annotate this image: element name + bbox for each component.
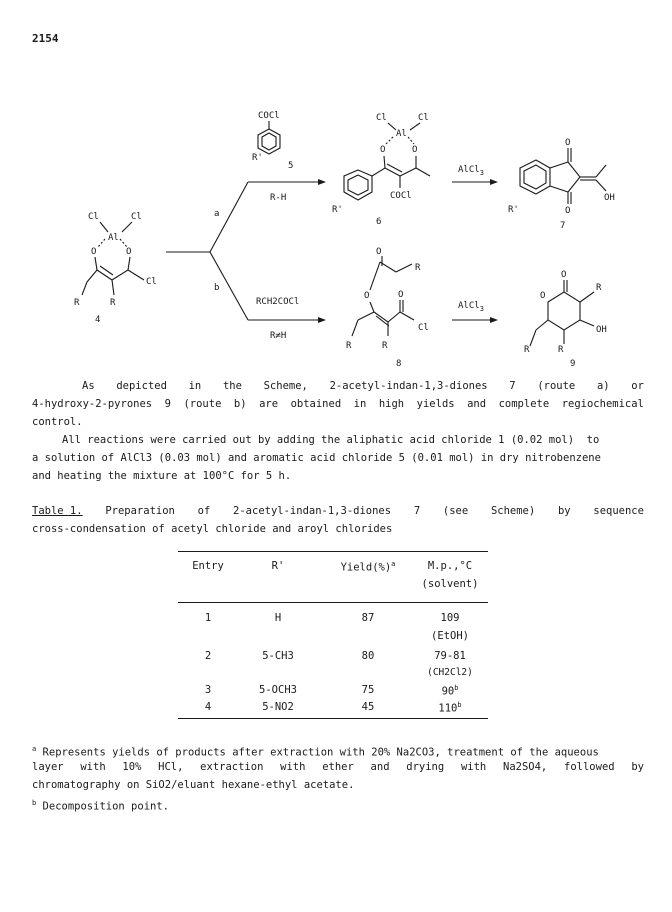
condition-a: R-H	[270, 193, 287, 203]
reagent-alcl3-a: AlCl$_3$	[458, 165, 484, 177]
header-yield: Yield(%)$^a$	[340, 560, 396, 574]
compound-8-r2: R	[382, 341, 388, 351]
compound-8-label: 8	[396, 359, 402, 369]
compound-4-cl: Cl	[146, 277, 157, 287]
compound-5-r: R'	[252, 153, 263, 163]
table-body: 1 H 87 109 (EtOH) 2 5-CH3 80 79-81 (CH2Cl2) 3 5-OCH3 75 90$^b$ 4 5-NO2 45 110$^b$	[204, 612, 473, 715]
svg-text:Al: Al	[396, 129, 407, 139]
paragraph-2-line-1: All reactions were carried out by adding the aliphatic acid chloride 1 (0.02 mol) to	[62, 434, 600, 446]
svg-text:O: O	[561, 270, 567, 280]
page-number: 2154	[32, 32, 59, 45]
svg-text:COCl: COCl	[258, 111, 280, 121]
svg-text:O: O	[565, 138, 571, 148]
compound-7-r: R'	[508, 205, 519, 215]
compound-4-r2: R	[110, 298, 116, 308]
compound-6-r: R'	[332, 205, 343, 215]
paragraph-1-line-1: As depicted in the Scheme, 2-acetyl-indan-1,3-diones 7 (route a) or	[82, 380, 644, 392]
svg-text:O: O	[126, 247, 132, 257]
compound-9-structure	[530, 270, 607, 346]
svg-text:O: O	[380, 145, 386, 155]
header-r: R'	[271, 560, 285, 572]
table-top-rule	[178, 551, 488, 552]
route-b-label: b	[214, 283, 220, 293]
compound-9-label: 9	[570, 359, 576, 369]
condition-b-note: R≠H	[270, 331, 287, 341]
compound-7-label: 7	[560, 221, 566, 231]
svg-text:O: O	[91, 247, 97, 257]
svg-text:COCl: COCl	[390, 191, 412, 201]
svg-text:Cl: Cl	[418, 323, 429, 333]
svg-text:O: O	[398, 290, 404, 300]
svg-text:O: O	[412, 145, 418, 155]
svg-text:Al: Al	[108, 233, 119, 243]
compound-7-structure	[520, 138, 615, 216]
header-mp-solvent: (solvent)	[421, 578, 479, 590]
compound-8-structure	[352, 247, 429, 336]
route-a-label: a	[214, 209, 220, 219]
table-label: Table 1.	[32, 505, 83, 517]
svg-text:O: O	[540, 291, 546, 301]
svg-text:Cl: Cl	[376, 113, 387, 123]
compound-9-r2: R	[558, 345, 564, 355]
svg-text:O: O	[364, 291, 370, 301]
reagent-alcl3-b: AlCl$_3$	[458, 301, 484, 313]
svg-text:R: R	[415, 263, 421, 273]
compound-4-r1: R	[74, 298, 80, 308]
table-caption-line-2: cross-condensation of acetyl chloride and aroyl chlorides	[32, 523, 393, 535]
footnote-a-line-3: chromatography on SiO2/eluant hexane-ethyl acetate.	[32, 779, 355, 791]
table-bottom-rule	[178, 718, 488, 719]
svg-text:Cl: Cl	[418, 113, 429, 123]
compound-5-label: 5	[288, 161, 294, 171]
reaction-scheme	[0, 0, 672, 380]
table-header-rule	[178, 602, 488, 603]
table-header	[178, 560, 488, 600]
compound-8-r1: R	[346, 341, 352, 351]
condition-b-reagent: RCH2COCl	[256, 297, 300, 307]
table-caption-line-1: Table 1. Preparation of 2-acetyl-indan-1,3-diones 7 (see Scheme) by sequence	[32, 503, 644, 520]
svg-text:Cl: Cl	[88, 212, 99, 222]
compound-6-structure	[344, 113, 430, 201]
footnote-a-line-1: $^a$ Represents yields of products after extraction with 20% Na2CO3, treatment of the aqueous	[32, 745, 599, 759]
svg-text:O: O	[565, 206, 571, 216]
footnote-b: $^b$ Decomposition point.	[32, 799, 169, 813]
header-mp: M.p.,°C	[427, 560, 473, 572]
paragraph-1-line-3: control.	[32, 416, 83, 428]
svg-text:O: O	[376, 247, 382, 257]
svg-text:R: R	[596, 283, 602, 293]
header-entry: Entry	[192, 560, 224, 572]
svg-text:OH: OH	[596, 325, 607, 335]
compound-4-label: 4	[95, 315, 101, 325]
paragraph-2-line-3: and heating the mixture at 100°C for 5 h.	[32, 470, 292, 482]
svg-text:OH: OH	[604, 193, 615, 203]
compound-9-r1: R	[524, 345, 530, 355]
paragraph-2-line-2: a solution of AlCl3 (0.03 mol) and aromatic acid chloride 5 (0.01 mol) in dry nitrobenzene	[32, 452, 601, 464]
svg-text:Cl: Cl	[131, 212, 142, 222]
paragraph-1-line-2: 4-hydroxy-2-pyrones 9 (route b) are obtained in high yields and complete regiochemical	[32, 398, 644, 410]
compound-5-structure	[258, 111, 280, 154]
compound-6-label: 6	[376, 217, 382, 227]
compound-4-structure	[82, 212, 144, 295]
footnote-a-line-2: layer with 10% HCl, extraction with ether and drying with Na2SO4, followed by	[32, 761, 644, 773]
